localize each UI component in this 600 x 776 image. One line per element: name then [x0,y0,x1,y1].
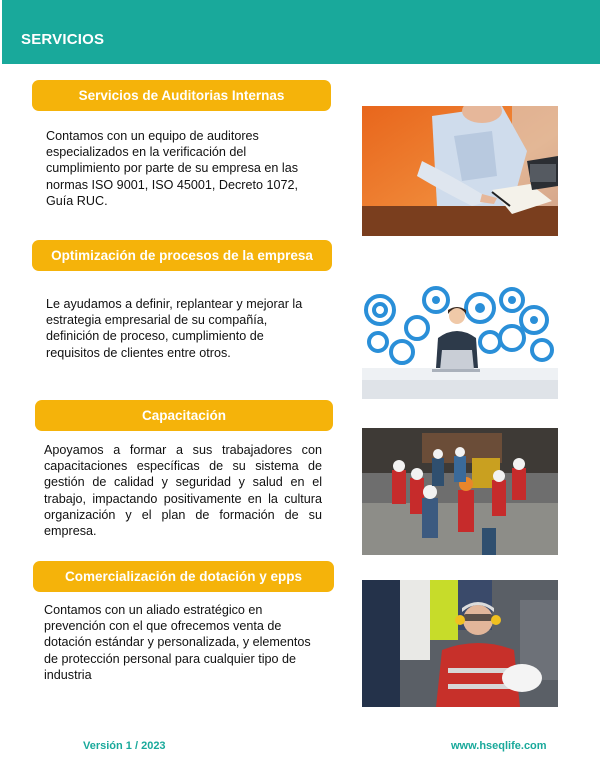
section-title-text: Capacitación [141,408,227,423]
section-title-text: Servicios de Auditorias Internas [78,88,285,103]
section-title-text: Optimización de procesos de la empresa [51,248,313,263]
person-writing-at-laptop-photo [362,106,558,236]
section-text-optimizacion: Le ayudamos a definir, replantear y mejorar la estrategia empresarial de su compañía, definición de proceso, cumplimiento de requisitos de clientes entre otros. [46,297,303,360]
section-title-auditorias [32,80,331,111]
section-text-capacitacion: Apoyamos a formar a sus trabajadores con capacitaciones específicas de su sistema de gestión de calidad y seguridad y salud en el trabajo, impactando positivamente en la cultura organización y el plan de formación de su empresa. [44,443,322,539]
section-title-capacitacion [35,400,333,431]
section-title-text: Comercialización de dotación y epps [64,569,303,584]
version-label: Versión 1 / 2023 [83,740,166,752]
section-title-optimizacion [32,240,332,271]
website-link[interactable]: www.hseqlife.com [451,740,547,752]
section-title-comercializacion [33,561,334,592]
section-text-comercializacion: Contamos con un aliado estratégico en prevención con el que ofrecemos venta de dotación estándar y personalizada, y elementos de protección personal para cualquier tipo de industria [44,603,311,682]
section-text-auditorias: Contamos con un equipo de auditores especializados en la verificación del cumplimiento por parte de su empresa en las normas ISO 9001, ISO 45001, Decreto 1072, Guía RUC. [46,129,299,208]
page-header [2,0,600,64]
page-title: SERVICIOS [21,31,105,48]
man-with-laptop-and-gears-photo [362,280,558,399]
worker-with-protective-equipment-photo [362,580,558,707]
workers-in-hardhats-circle-photo [362,428,558,555]
